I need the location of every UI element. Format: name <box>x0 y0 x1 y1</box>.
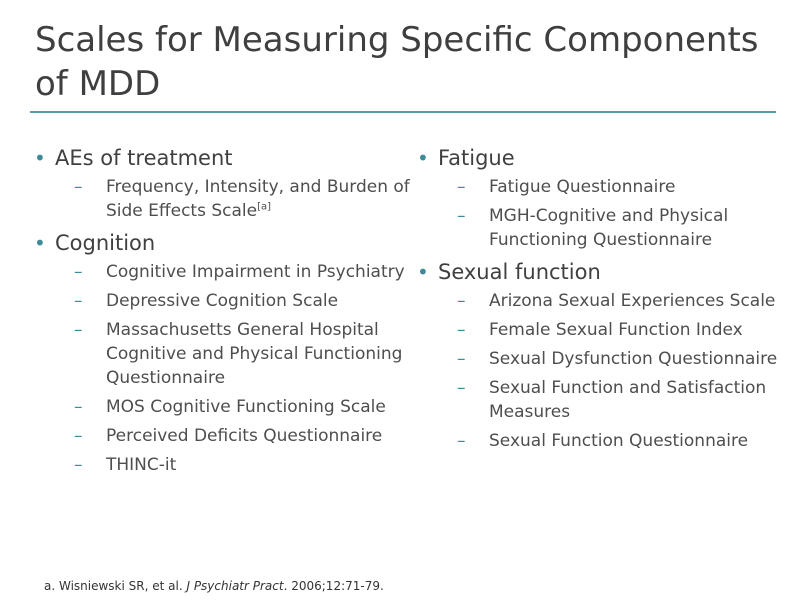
bullet-dot-icon: • <box>34 146 46 170</box>
dash-icon: – <box>74 455 83 475</box>
dash-icon: – <box>74 262 83 282</box>
list-item <box>30 395 410 419</box>
list-item-label: Frequency, Intensity, and Burden of Side Effects Scale <box>106 177 410 221</box>
list-item-label: Sexual Function and Satisfaction Measures <box>489 378 767 422</box>
list-item-label: MGH-Cognitive and Physical Functioning Questionnaire <box>489 206 729 250</box>
bullet-dot-icon: • <box>34 231 46 255</box>
list-item <box>413 347 793 371</box>
list-item-label: Massachusetts General Hospital Cognitive and Physical Functioning Questionnaire <box>106 320 403 388</box>
list-item-label: Sexual Dysfunction Questionnaire <box>489 349 778 369</box>
title-line-2: of MDD <box>35 64 161 104</box>
section-sexual-function <box>413 257 793 453</box>
dash-icon: – <box>74 426 83 446</box>
section-header-label: Cognition <box>55 231 156 255</box>
right-column <box>413 140 793 458</box>
dash-icon: – <box>457 291 466 311</box>
list-item <box>30 289 410 313</box>
section-header <box>30 143 410 173</box>
list-item <box>413 204 793 252</box>
list-item <box>30 175 410 223</box>
section-header-label: Sexual function <box>438 260 601 284</box>
list-item <box>413 376 793 424</box>
dash-icon: – <box>457 206 466 226</box>
section-aes-of-treatment <box>30 143 410 223</box>
section-fatigue <box>413 143 793 252</box>
bullet-dot-icon: • <box>417 146 429 170</box>
list-item <box>30 260 410 284</box>
footnote-journal: J Psychiatr Pract <box>186 579 284 593</box>
section-header-label: Fatigue <box>438 146 515 170</box>
dash-icon: – <box>457 431 466 451</box>
dash-icon: – <box>74 291 83 311</box>
title-line-1: Scales for Measuring Specific Components <box>35 20 759 60</box>
list-item <box>30 318 410 390</box>
sub-list <box>30 175 410 223</box>
sub-list <box>413 289 793 453</box>
footnote-marker: [a] <box>257 201 272 213</box>
dash-icon: – <box>457 320 466 340</box>
footnote-prefix: a. Wisniewski SR, et al. <box>44 579 187 593</box>
dash-icon: – <box>457 177 466 197</box>
list-item-label: MOS Cognitive Functioning Scale <box>106 397 386 417</box>
section-header <box>413 257 793 287</box>
section-header <box>413 143 793 173</box>
list-item-label: Arizona Sexual Experiences Scale <box>489 291 776 311</box>
section-header <box>30 228 410 258</box>
list-item-label: Perceived Deficits Questionnaire <box>106 426 383 446</box>
dash-icon: – <box>74 397 83 417</box>
section-cognition <box>30 228 410 477</box>
bullet-dot-icon: • <box>417 260 429 284</box>
list-item-label: Sexual Function Questionnaire <box>489 431 749 451</box>
list-item <box>413 289 793 313</box>
sub-list <box>30 260 410 477</box>
dash-icon: – <box>457 378 466 398</box>
dash-icon: – <box>74 177 83 197</box>
list-item-label: THINC-it <box>106 455 177 475</box>
list-item <box>30 453 410 477</box>
list-item <box>413 318 793 342</box>
sub-list <box>413 175 793 252</box>
list-item <box>413 175 793 199</box>
left-column <box>30 140 410 482</box>
list-item-label: Fatigue Questionnaire <box>489 177 676 197</box>
footnote <box>44 578 384 594</box>
slide-title <box>35 18 775 106</box>
list-item-label: Depressive Cognition Scale <box>106 291 339 311</box>
list-item-label: Female Sexual Function Index <box>489 320 743 340</box>
section-header-label: AEs of treatment <box>55 146 233 170</box>
list-item-label: Cognitive Impairment in Psychiatry <box>106 262 405 282</box>
dash-icon: – <box>457 349 466 369</box>
list-item <box>413 429 793 453</box>
title-divider <box>30 111 776 113</box>
dash-icon: – <box>74 320 83 340</box>
footnote-suffix: . 2006;12:71-79. <box>283 579 384 593</box>
list-item <box>30 424 410 448</box>
